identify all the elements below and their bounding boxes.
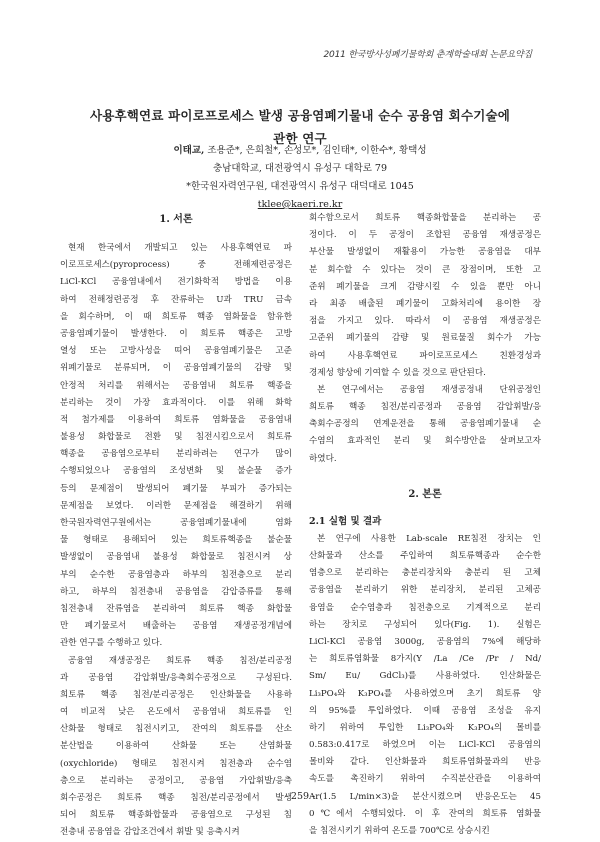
text-line: 발생없이 공융염내 불용성 화합물로 침전시켜 상 <box>60 552 292 563</box>
author-list <box>60 142 540 160</box>
text-line: 회수함으로서 희토류 핵종화합물을 분리하는 공 <box>309 213 541 223</box>
text-line: 희토류 핵종 침전/분리공정과 공융염 감압휘발/응 <box>309 402 541 413</box>
author-block <box>60 142 540 214</box>
text-line: 산화물과 산소를 주입하여 희토류핵종과 순수한 <box>309 551 541 561</box>
text-line: 산화물 형태로 침전시키고, 잔여의 희토류를 산소 <box>60 724 292 735</box>
text-line: 등의 문제점이 발생되어 폐기물 부피가 증가되는 <box>60 483 292 494</box>
text-line: 위폐기물로 분류되며, 이 공융염폐기물의 감량 및 <box>60 363 292 374</box>
text-line: 경제성 향상에 기여할 수 있을 것으로 판단된다. <box>309 367 486 378</box>
text-line: 과 공융염 감압휘발/응축회수공정으로 구성된다. <box>60 672 292 683</box>
text-line: 불용성 화합물로 전환 및 침전시킴으로서 희토류 <box>60 432 292 443</box>
text-line: 정이다. 이 두 공정이 조합된 공융염 재생공정은 <box>309 230 541 241</box>
text-line: 물 형태로 용해되어 있는 희토류핵종을 불순물 <box>60 535 292 546</box>
text-line: 부의 순수한 공융염층과 하부의 침전층으로 분리 <box>60 569 292 580</box>
text-line: 하고, 하부의 침전층내 공융염을 감압증류를 통해 <box>60 586 292 597</box>
text-line: 하였다. <box>309 453 337 464</box>
text-line: 여 비교적 낮은 온도에서 공융염내 희토류를 인 <box>60 707 292 718</box>
text-line: 라 최종 배출된 폐기물이 고화처리에 용이한 장 <box>309 298 541 309</box>
title-line-1: 사용후핵연료 파이로프로세스 발생 공융염폐기물내 순수 공융염 회수기술에 <box>89 108 511 123</box>
text-line: 0.583:0.417로 하였으며 이는 LiCl-KCl 공융염의 <box>309 740 541 751</box>
running-header: 2011 한국방사성폐기물학회 춘계학술대회 논문요약집 <box>323 50 532 60</box>
text-line: 층으로 분리하는 공정이고, 공융염 가압휘발/응축 <box>60 775 292 786</box>
text-line: 부산물 발생없이 재활용이 가능한 공융염을 대부 <box>309 247 541 258</box>
text-line: 하기 위하여 투입한 Li₃PO₄와 K₃PO₄의 몰비를 <box>309 722 541 733</box>
text-line: 핵종을 공융염으로부터 분리하려는 연구가 많이 <box>60 449 292 460</box>
text-line: 하여 사용후핵연료 파이로프로세스 친환경성과 <box>309 350 541 361</box>
text-line: 염층으로 분리하는 충분리장치와 충분리 된 고체 <box>309 568 541 579</box>
text-line: 고준위 폐기물의 감량 및 원료물질 회수가 가능 <box>309 333 541 344</box>
affiliation-1: 충남대학교, 대전광역시 유성구 대학로 79 <box>212 163 388 174</box>
text-line: Li₃PO₄와 K₃PO₄를 사용하였으며 초기 희토류 양 <box>309 688 541 699</box>
text-line: 의 95%를 투입하였다. 이때 공융염 조성을 유지 <box>309 705 541 716</box>
text-line: 몰비와 같다. 인산화물과 희토류염화물과의 반응 <box>309 757 541 768</box>
text-line: 만 폐기물로서 배출하는 공융염 재생공정개념에 <box>60 621 292 632</box>
text-line: 분리하는 것이 가장 효과적이다. 이를 위해 화학 <box>60 397 292 408</box>
affiliation-2: *한국원자력연구원, 대전광역시 유성구 대덕대로 1045 <box>186 181 414 192</box>
left-column <box>60 210 292 842</box>
text-line: (oxychloride) 형태로 침전시켜 침전층과 순수염 <box>60 758 292 769</box>
text-line: 회수공정은 희토류 핵종 침전/분리공정에서 발생 <box>60 793 292 803</box>
first-author: 이태교, <box>173 145 205 156</box>
intro-paragraph-1 <box>60 240 292 653</box>
text-line: 수행되었으나 공융염의 조성변화 및 불순물 증가 <box>60 466 292 477</box>
text-line: 열성 또는 고방사성을 띠어 공융염폐기물은 고준 <box>60 346 292 357</box>
intro-heading: 1. 서론 <box>159 214 193 225</box>
text-line: 한국원자력연구원에서는 공융염폐기물내에 염화 <box>60 518 292 528</box>
text-line: 침전층내 잔류염을 분리하여 희토류 핵종 화합물 <box>60 603 292 614</box>
text-line: 분산법을 이용하여 산화물 또는 산염화물 <box>60 741 292 752</box>
intro-paragraph-2 <box>60 653 292 842</box>
text-line: 수염의 효과적인 분리 및 회수방안을 살펴보고자 <box>309 436 541 447</box>
subsection-heading: 2.1 실험 및 결과 <box>309 515 382 527</box>
text-line: 0℃에서 수행되었다. 이 후 잔여의 희토류 염화물 <box>309 808 541 819</box>
text-line: 문제점을 보였다. 이러한 문제점을 해결하기 위해 <box>60 500 292 511</box>
intro-paragraph-3 <box>309 210 541 382</box>
text-line: 적 첨가제를 이용하여 희토류 염화물을 공융염내 <box>60 414 292 425</box>
text-line: 현재 한국에서 개발되고 있는 사용후핵연료 파 <box>68 243 292 253</box>
text-line: 을 침전시키기 위하여 온도를 700℃로 상승시킨 <box>309 826 490 836</box>
text-line: 되어 희토류 핵종화합물과 공융염으로 구성된 침 <box>60 810 292 821</box>
text-line: 안정적 처리를 위해서는 공융염내 희토류 핵종을 <box>60 380 292 391</box>
text-line: LiCl-KCl 공융염내에서 전기화학적 방법을 이용 <box>60 277 292 288</box>
text-line: 관한 연구를 수행하고 있다. <box>60 638 163 649</box>
author-email[interactable]: tklee@kaeri.re.kr <box>257 199 343 210</box>
page-number: - 259 - <box>284 791 316 802</box>
text-line: 축회수공정의 연계운전을 통해 공융염폐기물내 순 <box>309 419 541 430</box>
text-line: 점을 가지고 있다. 따라서 이 공융염 재생공정은 <box>309 316 541 327</box>
text-line: 을 회수하며, 이 때 희토류 핵종 염화물을 함유한 <box>60 311 292 322</box>
co-authors: 조용준*, 은희철*, 손성모*, 김인태*, 이한수*, 황택성 <box>204 145 427 156</box>
text-line: 하여 전해정련공정 후 잔류하는 U과 TRU 금속 <box>60 294 292 305</box>
text-line: 이로프로세스(pyroprocess) 중 전해제련공정은 <box>60 260 292 271</box>
intro-paragraph-4 <box>309 382 541 468</box>
text-line: Ar(1.5 L/min×3)을 분산시켰으며 반응온도는 45 <box>309 791 541 802</box>
text-line: 공융염폐기물이 발생한다. 이 희토류 핵종은 고방 <box>60 328 292 339</box>
text-line: 융염을 순수염층과 침전층으로 기계적으로 분리 <box>309 602 541 613</box>
text-line: 는 희토류염화물 8가지(Y /La /Ce /Pr / Nd/ <box>309 654 541 665</box>
text-line: 본 연구에 사용한 Lab-scale RE침전 장치는 인 <box>317 533 541 544</box>
spacer <box>60 230 292 240</box>
text-line: 본 연구에서는 공융염 재생공정내 단위공정인 <box>317 384 541 395</box>
text-line: 분 회수할 수 있다는 것이 큰 장점이며, 또한 고 <box>309 264 541 275</box>
body-heading: 2. 본론 <box>408 488 442 500</box>
text-line: 하는 장치로 구성되어 있다(Fig. 1). 실험은 <box>309 619 541 630</box>
spacer <box>309 468 541 485</box>
text-line: 희토류 핵종 침전/분리공정은 인산화물을 사용하 <box>60 689 292 700</box>
spacer <box>309 505 541 513</box>
text-line: Sm/ Eu/ GdCl₃)를 사용하였다. 인산화물은 <box>309 671 541 682</box>
text-line: LiCl-KCl 공융염 3000g, 공융염의 7%에 해당하 <box>309 636 541 647</box>
right-column <box>309 210 541 840</box>
text-line: 준위 폐기물을 크게 감량시킬 수 있을 뿐만 아니 <box>309 281 541 292</box>
text-line: 속도를 촉진하기 위하여 수직분산관을 이용하여 <box>309 774 541 785</box>
text-line: 공융염 재생공정은 희토류 핵종 침전/분리공정 <box>68 655 292 666</box>
text-line: 공융염을 분리하기 위한 분리장치, 분리된 고체공 <box>309 585 541 596</box>
text-line: 전층내 공융염을 감압조건에서 휘발 및 응축시켜 <box>60 827 240 838</box>
title-line-2: 관한 연구 <box>273 131 327 146</box>
